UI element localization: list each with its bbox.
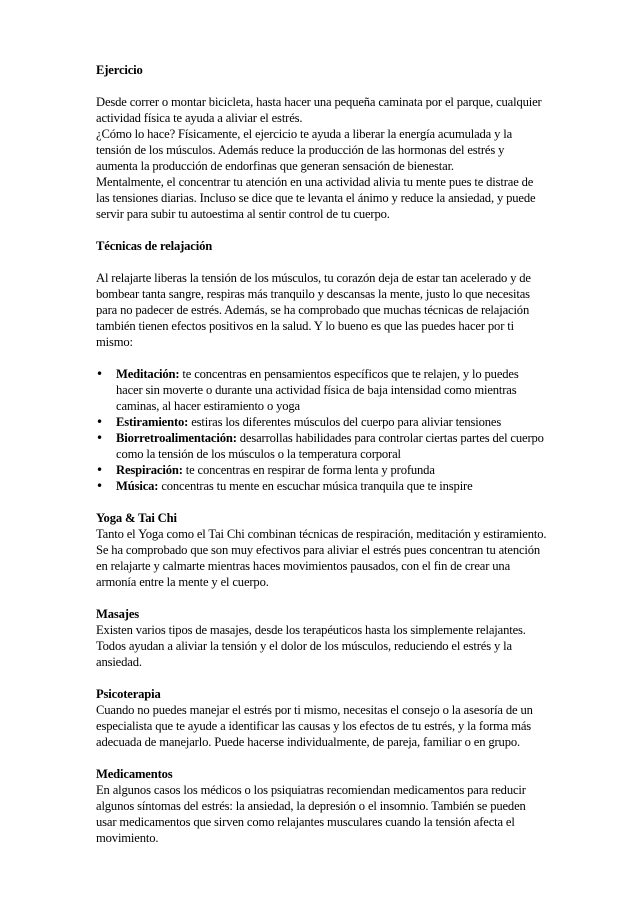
bullet-icon: • bbox=[96, 463, 103, 477]
list-item-meditacion bbox=[96, 366, 548, 414]
list-item-term: Respiración: bbox=[116, 463, 183, 477]
paragraph-ejercicio-intro: Desde correr o montar bicicleta, hasta hacer una pequeña caminata por el parque, cualquier actividad física te ayuda a aliviar el estrés. bbox=[96, 95, 542, 125]
paragraph-ejercicio-mental: Mentalmente, el concentrar tu atención en una actividad alivia tu mente pues te distrae de las tensiones diarias. Incluso se dice que te levanta el ánimo y reduce la ansiedad, y puede servir para subir tu autoestima al sentir control de tu cuerpo. bbox=[96, 175, 536, 221]
section-heading-ejercicio: Ejercicio bbox=[96, 63, 143, 77]
paragraph-medicamentos: En algunos casos los médicos o los psiquiatras recomiendan medicamentos para reducir algunos síntomas del estrés: la ansiedad, la depresión o el insomnio. También se pueden usar medicamentos que sirven como relajantes musculares cuando la tensión afecta el movimiento. bbox=[96, 783, 526, 845]
list-item-biorretroalimentacion bbox=[96, 430, 548, 462]
document-page bbox=[96, 62, 548, 846]
paragraph-relajacion: Al relajarte liberas la tensión de los músculos, tu corazón deja de estar tan acelerado y de bombear tanta sangre, respiras más tranquilo y descansas la mente, justo lo que necesitas para no padecer de estrés. Además, se ha comprobado que muchas técnicas de relajación también tienen efectos positivos en la salud. Y lo bueno es que las puedes hacer por ti mismo: bbox=[96, 271, 531, 349]
bullet-icon: • bbox=[96, 431, 103, 445]
bullet-icon: • bbox=[96, 367, 103, 381]
section-heading-relajacion: Técnicas de relajación bbox=[96, 239, 213, 253]
list-item-term: Meditación: bbox=[116, 367, 180, 381]
list-item-musica bbox=[96, 478, 548, 494]
list-item-estiramiento bbox=[96, 414, 548, 430]
paragraph-ejercicio-fisico: ¿Cómo lo hace? Físicamente, el ejercicio te ayuda a liberar la energía acumulada y la tensión de los músculos. Además reduce la producción de las hormonas del estrés y aumenta la producción de endorfinas que generan sensación de bienestar. bbox=[96, 127, 513, 173]
section-heading-masajes: Masajes bbox=[96, 607, 140, 621]
list-item-text: te concentras en pensamientos específicos que te relajen, y lo puedes hacer sin moverte o durante una actividad física de baja intensidad como mientras caminas, al hacer estiramiento o yoga bbox=[116, 367, 519, 413]
section-heading-medicamentos: Medicamentos bbox=[96, 767, 173, 781]
list-item-respiracion bbox=[96, 462, 548, 478]
list-item-text: te concentras en respirar de forma lenta y profunda bbox=[182, 463, 435, 477]
bullet-icon: • bbox=[96, 415, 103, 429]
section-heading-yoga: Yoga & Tai Chi bbox=[96, 511, 177, 525]
list-item-text: estiras los diferentes músculos del cuerpo para aliviar tensiones bbox=[188, 415, 502, 429]
bullet-icon: • bbox=[96, 479, 103, 493]
section-heading-psicoterapia: Psicoterapia bbox=[96, 687, 161, 701]
list-item-term: Biorretroalimentación: bbox=[116, 431, 237, 445]
paragraph-yoga: Tanto el Yoga como el Tai Chi combinan técnicas de respiración, meditación y estiramiento. Se ha comprobado que son muy efectivos para aliviar el estrés pues concentran tu atención en relajarte y calmarte mientras haces movimientos pausados, con el fin de crear una armonía entre la mente y el cuerpo. bbox=[96, 527, 547, 589]
paragraph-masajes: Existen varios tipos de masajes, desde los terapéuticos hasta los simplemente relajantes. Todos ayudan a aliviar la tensión y el dolor de los músculos, reduciendo el estrés y la ansiedad. bbox=[96, 623, 526, 669]
list-item-term: Estiramiento: bbox=[116, 415, 189, 429]
paragraph-psicoterapia: Cuando no puedes manejar el estrés por ti mismo, necesitas el consejo o la asesoría de un especialista que te ayude a identificar las causas y los efectos de tu estrés, y la forma más adecuada de manejarlo. Puede hacerse individualmente, de pareja, familiar o en grupo. bbox=[96, 703, 533, 749]
list-item-term: Música: bbox=[116, 479, 159, 493]
list-item-text: concentras tu mente en escuchar música tranquila que te inspire bbox=[158, 479, 473, 493]
list-item-text: desarrollas habilidades para controlar ciertas partes del cuerpo como la tensión de los músculos o la temperatura corporal bbox=[116, 431, 544, 461]
relaxation-techniques-list bbox=[96, 366, 548, 494]
